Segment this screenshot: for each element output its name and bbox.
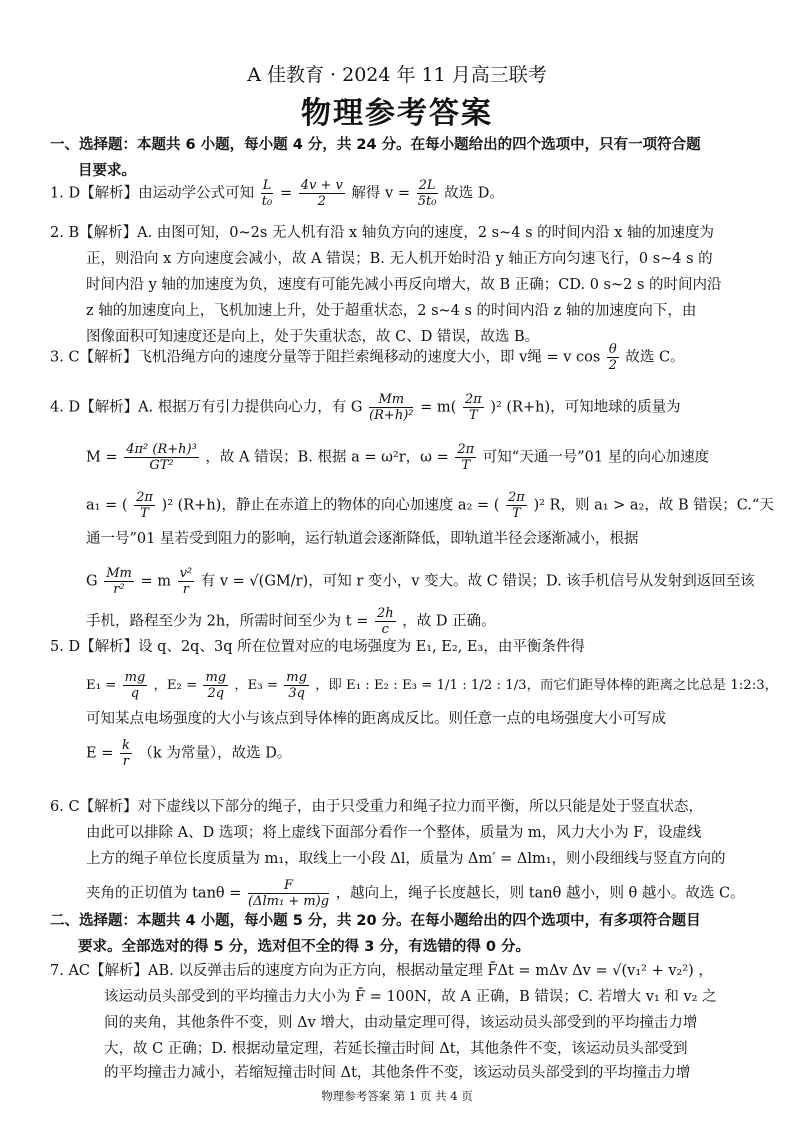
q5-f2-num: mg <box>205 670 227 685</box>
answer-q6-line3: 上方的绳子单位长度质量为 m₁，取线上一小段 Δl，质量为 Δm′ = Δlm₁，则小段细线与竖直方向的 <box>86 851 726 867</box>
q4-l3-frac2 <box>506 490 527 521</box>
q1-f3-den: 5t₀ <box>417 194 437 209</box>
q4-l5b: = m <box>140 573 171 590</box>
q1-f2-den: 2 <box>317 194 326 209</box>
q5-f4-num: k <box>121 738 130 753</box>
answer-q7-line2: 该运动员头部受到的平均撞击力大小为 F̄ = 100N，故 A 正确，B 错误；C. 若增大 v₁ 和 v₂ 之 <box>104 989 717 1005</box>
q4-l6f-num: 2h <box>376 606 394 621</box>
q1-f3-num: 2L <box>418 178 436 193</box>
q1-suffix: 故选 D。 <box>444 185 504 202</box>
answer-q2-line1: 2. B【解析】A. 由图可知，0~2s 无人机有沿 x 轴负方向的速度，2 s~4 s 的时间内沿 x 轴的加速度为 <box>50 225 715 241</box>
answer-q6-line4 <box>86 878 745 909</box>
q6-l4b: ，越向上，绳子长度越长，则 tanθ 越小，则 θ 越小。故选 C。 <box>335 885 745 902</box>
q4-l5g-num: v² <box>179 566 193 581</box>
q5-frac1 <box>123 670 148 701</box>
q4-l6f-den: c <box>381 622 389 637</box>
answer-q5-line4 <box>86 738 291 769</box>
q5-f4-den: r <box>122 754 129 769</box>
q6-f-num: F <box>248 878 329 894</box>
q1-f2-num: 4v + v <box>300 178 343 193</box>
q4-l2b: ，故 A 错误；B. 根据 a = ω²r，ω = <box>205 449 449 466</box>
q5-l4b: （k 为常量），故选 D。 <box>138 745 292 762</box>
q6-f-den: (Δlm₁ + m)g <box>248 894 330 909</box>
q4-l3a: a₁ = ( <box>86 497 128 514</box>
q4-l1a: 4. D【解析】A. 根据万有引力提供向心力，有 G <box>50 399 363 416</box>
q1-fraction-3 <box>417 178 438 209</box>
q4-l1g-den: T <box>468 408 478 423</box>
q4-l1-frac2 <box>463 392 484 423</box>
q5-f2-den: 2q <box>207 686 225 701</box>
q4-l2-frac1 <box>124 442 199 473</box>
q1-f1-num: L <box>262 178 272 193</box>
q5-frac3 <box>284 670 309 701</box>
answer-q2-line5: 图像面积可知速度还是向上，处于失重状态，故 C、D 错误，故选 B。 <box>86 329 540 345</box>
q4-l6-frac <box>375 606 396 637</box>
answer-q4-line4: 通一号”01 星若受到阻力的影响，运行轨道会逐渐降低，即轨道半径会逐渐减小，根据 <box>86 531 639 547</box>
q5-f3-den: 3q <box>288 686 305 701</box>
answer-q1 <box>50 178 504 209</box>
section-heading-1-line1: 一、选择题：本题共 6 小题，每小题 4 分，共 24 分。在每小题给出的四个选项中，只有一项符合题 <box>50 137 701 153</box>
answer-q6-line2: 由此可以排除 A、D 选项；将上虚线下面部分看作一个整体，质量为 m，风力大小为 F，设虚线 <box>86 825 702 841</box>
answer-q6-line1: 6. C【解析】对下虚线以下部分的绳子，由于只受重力和绳子拉力而平衡，所以只能是处于竖直状态， <box>50 799 704 815</box>
q3-f-den: 2 <box>608 358 617 373</box>
q4-l2f-den: GT² <box>149 458 174 473</box>
q5-frac2 <box>203 670 228 701</box>
section-heading-1 <box>50 132 770 184</box>
q1-prefix: 1. D【解析】由运动学公式可知 <box>50 185 255 202</box>
answer-q4-line1 <box>50 392 681 423</box>
q3-fraction <box>607 342 619 373</box>
answer-q2-line4: z 轴的加速度向上，飞机加速上升，处于超重状态，2 s~4 s 的时间内沿 z 轴的加速度向下，由 <box>86 303 697 319</box>
q4-l5-frac1 <box>104 566 134 597</box>
answer-q4-line3 <box>86 490 774 521</box>
answer-q5-line1: 5. D【解析】设 q、2q、3q 所在位置对应的电场强度为 E₁, E₂, E₃，由平衡条件得 <box>50 639 585 655</box>
answer-q5-line2 <box>86 670 778 701</box>
q4-l5f-den: r² <box>113 582 125 597</box>
q5-frac4 <box>120 738 132 769</box>
answer-q2-line2: 正，则沿向 x 方向速度会减小，故 A 错误；B. 无人机开始时沿 y 轴正方向匀速飞行，0 s~4 s 的 <box>86 251 713 267</box>
answer-q7-line3: 间的夹角，其他条件不变，则 Δv 增大，由动量定理可得，该运动员头部受到的平均撞击力增 <box>104 1015 698 1031</box>
q4-l2a: M = <box>86 449 118 466</box>
answer-q7-line5: 的平均撞击力减小，若缩短撞击时间 Δt，其他条件不变，该运动员头部受到的平均撞击力增 <box>104 1065 691 1081</box>
q5-l2c: ，E₃ = <box>234 678 279 693</box>
answer-q2-line3: 时间内沿 y 轴的加速度为负，速度有可能先减小再反向增大，故 B 正确；CD. 0 s~2 s 的时间内沿 <box>86 277 722 293</box>
q4-l3b: )² (R+h)，静止在赤道上的物体的向心加速度 a₂ = ( <box>161 497 500 514</box>
q4-l2g-num: 2π <box>457 442 475 457</box>
q4-l5g-den: r <box>182 582 189 597</box>
answer-q3 <box>50 342 685 373</box>
q5-f1-num: mg <box>124 670 146 685</box>
q5-l2b: ，E₂ = <box>153 678 198 693</box>
q4-l1b: = m( <box>420 399 457 416</box>
q4-l3-frac1 <box>134 490 155 521</box>
page-footer: 物理参考答案 第 1 页 共 4 页 <box>321 1089 473 1103</box>
q3-prefix: 3. C【解析】飞机沿绳方向的速度分量等于阻拦索绳移动的速度大小，即 v绳 = v cos <box>50 349 601 366</box>
q4-l5f-num: Mm <box>106 566 132 581</box>
answer-q7-line1: 7. AC【解析】AB. 以反弹击后的速度方向为正方向，根据动量定理 F̄Δt = mΔv Δv = √(v₁² + v₂²) ， <box>50 963 713 979</box>
q4-l6b: ，故 D 正确。 <box>402 613 496 630</box>
q4-l1f-den: (R+h)² <box>369 408 414 423</box>
q5-l2a: E₁ = <box>86 678 117 693</box>
answer-q4-line6 <box>86 606 496 637</box>
q4-l5c: 有 v = √(GM/r)，可知 r 变小，v 变大。故 C 错误；D. 该手机信号从发射到返回至该 <box>200 573 755 590</box>
answer-q5-line3: 可知某点电场强度的大小与该点到导体棒的距离成反比。则任意一点的电场强度大小可写成 <box>86 711 666 727</box>
q4-l2f-num: 4π² (R+h)³ <box>126 442 197 457</box>
q1-f1-den: t₀ <box>261 194 273 209</box>
q1-fraction-2 <box>299 178 345 209</box>
q4-l6a: 手机，路程至少为 2h，所需时间至少为 t = <box>86 613 369 630</box>
q4-l2g-den: T <box>461 458 471 473</box>
exam-header: A 佳教育 · 2024 年 11 月高三联考 <box>247 64 547 86</box>
q1-equals: = <box>279 185 293 202</box>
q1-mid: 解得 v = <box>351 185 410 202</box>
q1-fraction-1 <box>261 178 274 209</box>
answer-q7-line4: 大，故 C 正确；D. 根据动量定理，若延长撞击时间 Δt，其他条件不变，该运动员头部受到 <box>104 1041 688 1057</box>
q4-l3c: )² R，则 a₁ > a₂，故 B 错误；C.“天 <box>533 497 774 514</box>
q5-l4a: E = <box>86 745 114 762</box>
q4-l2c: 可知“天通一号”01 星的向心加速度 <box>482 449 710 466</box>
q4-l1-frac1 <box>369 392 413 423</box>
q4-l3g-num: 2π <box>508 490 525 505</box>
page-title: 物理参考答案 <box>301 96 493 131</box>
q4-l2-frac2 <box>455 442 476 473</box>
q6-l4a: 夹角的正切值为 tanθ = <box>86 885 242 902</box>
q4-l1c: )² (R+h)，可知地球的质量为 <box>490 399 681 416</box>
q4-l3f-num: 2π <box>136 490 153 505</box>
section-heading-2 <box>50 908 770 960</box>
q6-frac <box>248 878 329 909</box>
section-heading-2-line1: 二、选择题：本题共 4 小题，每小题 5 分，共 20 分。在每小题给出的四个选项中，有多项符合题目 <box>50 913 701 929</box>
answer-q4-line5 <box>86 566 755 597</box>
q5-f3-num: mg <box>286 670 307 685</box>
q5-f1-den: q <box>130 686 140 701</box>
q5-l2d: ，即 E₁ : E₂ : E₃ = 1/1 : 1/2 : 1/3，而它们距导体棒的距离之比总是 1:2:3， <box>315 678 778 693</box>
q3-suffix: 故选 C。 <box>625 349 685 366</box>
q3-f-num: θ <box>608 342 617 357</box>
q4-l3g-den: T <box>512 506 521 521</box>
q4-l5a: G <box>86 573 98 590</box>
q4-l1g-num: 2π <box>464 392 482 407</box>
q4-l1f-num: Mm <box>369 392 413 408</box>
answer-q4-line2 <box>86 442 709 473</box>
section-heading-1-line2: 目要求。 <box>78 163 136 179</box>
section-heading-2-line2: 要求。全部选对的得 5 分，选对但不全的得 3 分，有选错的得 0 分。 <box>78 939 531 955</box>
q4-l5-frac2 <box>178 566 195 597</box>
q4-l3f-den: T <box>140 506 149 521</box>
